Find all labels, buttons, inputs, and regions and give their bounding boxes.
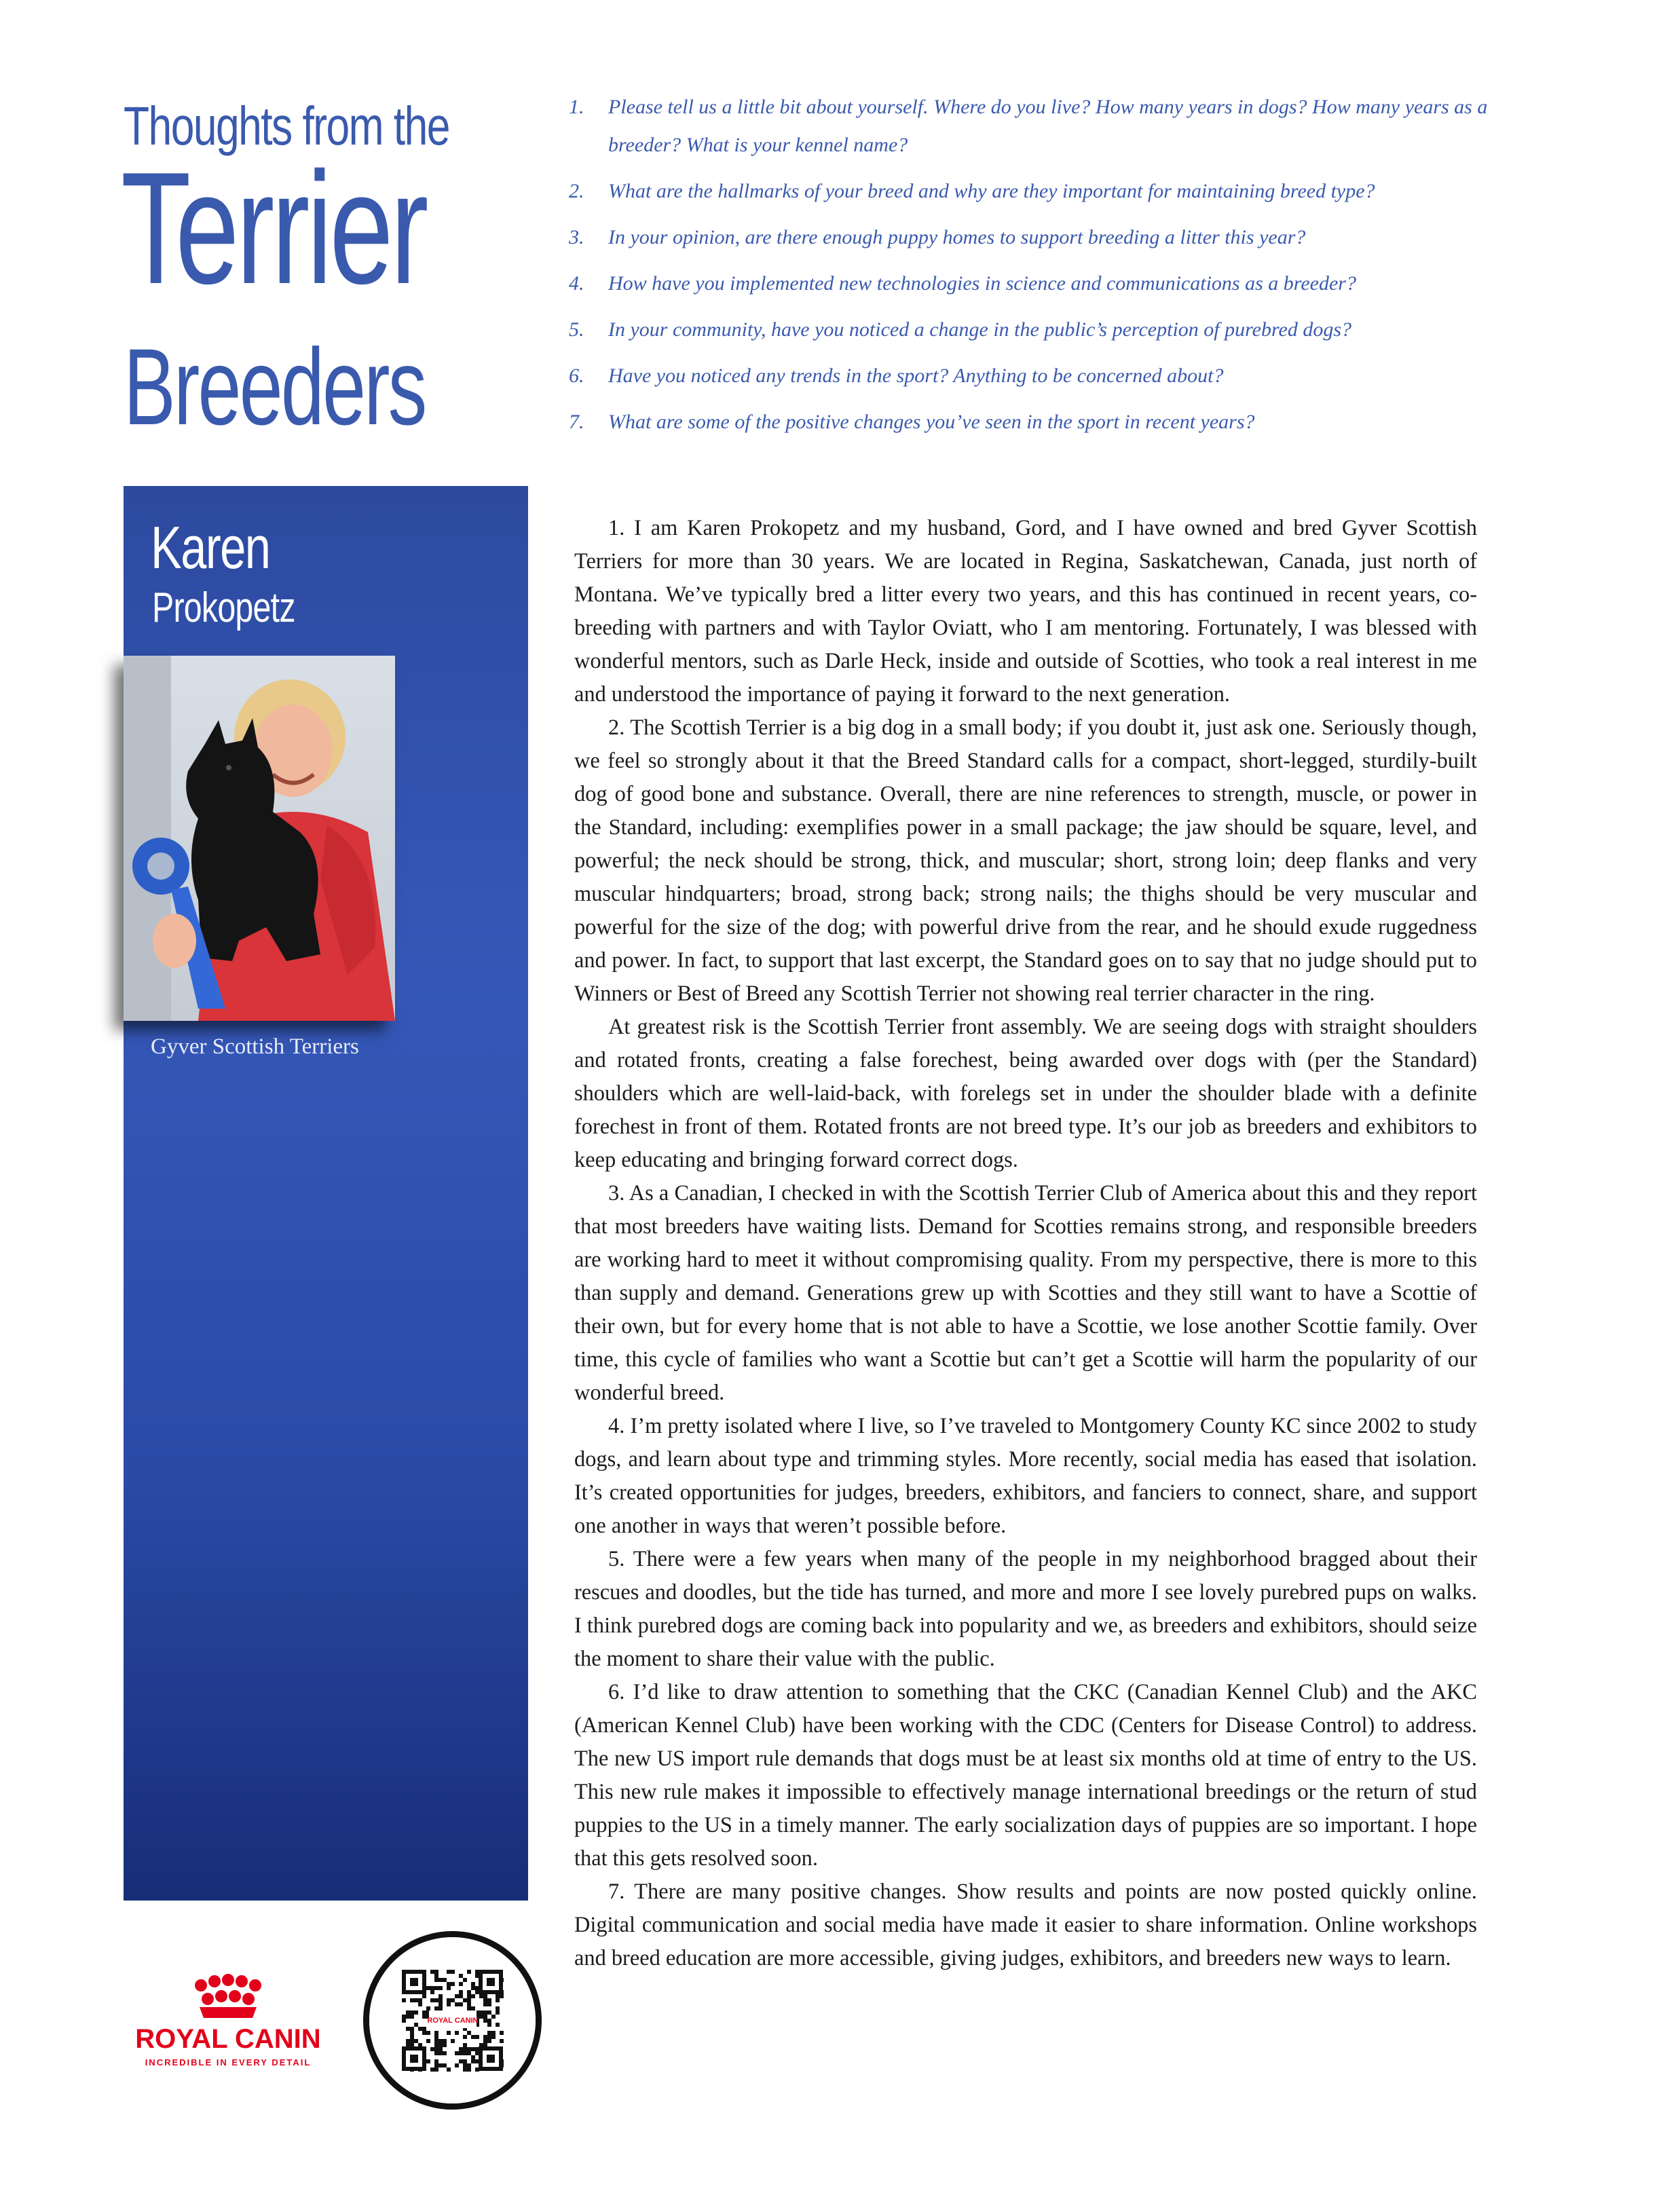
question-list (569, 88, 1506, 441)
breeder-photo (124, 656, 395, 1021)
question-number: 1. (569, 96, 584, 118)
question-text: What are some of the positive changes you’ve seen in the sport in recent years? (608, 411, 1255, 433)
answer-paragraph: 4. I’m pretty isolated where I live, so I’ve traveled to Montgomery County KC since 2002 to study dogs, and learn about type and trimming styles. More recently, social media has eased that isolation. It’s created opportunities for judges, breeders, exhibitors, and fanciers to connect, share, and support one another in ways that weren’t possible before. (574, 1414, 1477, 1538)
title-line-3: Breeders (124, 326, 426, 447)
question-text: How have you implemented new technologies in science and communications as a breeder? (608, 272, 1356, 295)
breeder-sidebar (124, 486, 528, 1901)
question-text: Please tell us a little bit about yourself. Where do you live? How many years in dogs? How many years as a breeder? What is your kennel name? (608, 96, 1488, 156)
breeder-first-name: Karen (151, 514, 270, 581)
question-item (569, 265, 1506, 303)
question-item (569, 403, 1506, 441)
qr-code[interactable] (363, 1931, 542, 2110)
brand-name: ROYAL CANIN (135, 2024, 321, 2054)
answer-paragraph: 6. I’d like to draw attention to something that the CKC (Canadian Kennel Club) and the AKC (American Kennel Club) have been working with the CDC (Centers for Disease Control) to address. The new US import rule demands that dogs must be at least six months old at time of entry to the US. This new rule makes it impossible to effectively manage international breedings or the return of stud puppies to the US in a timely manner. The early socialization days of puppies are so important. I hope that this gets resolved soon. (574, 1680, 1477, 1871)
answer-paragraph: 7. There are many positive changes. Show results and points are now posted quickly online. Digital communication and social media have made it easier to share information. Online workshops and breed education are more accessible, giving judges, exhibitors, and breeders new ways to learn. (574, 1879, 1477, 1970)
qr-code-icon (369, 1937, 536, 2103)
question-text: In your opinion, are there enough puppy homes to support breeding a litter this year? (608, 226, 1306, 248)
question-item (569, 311, 1506, 349)
answer-paragraph: At greatest risk is the Scottish Terrier front assembly. We are seeing dogs with straight shoulders and rotated fronts, creating a false forechest, being awarded over dogs with (per the Standard) shoulders which are well-laid-back, with forelegs set in under the shoulder blade with a definite forechest in front of them. Rotated fronts are not breed type. It’s our job as breeders and exhibitors to keep educating and bringing forward correct dogs. (574, 1015, 1477, 1172)
question-item (569, 172, 1506, 210)
breeder-last-name: Prokopetz (152, 584, 295, 631)
question-item (569, 88, 1506, 164)
article-body (574, 512, 1477, 1975)
question-number: 6. (569, 364, 584, 387)
question-text: In your community, have you noticed a change in the public’s perception of purebred dogs? (608, 318, 1352, 341)
photo-caption: Gyver Scottish Terriers (151, 1034, 359, 1059)
question-text: What are the hallmarks of your breed and why are they important for maintaining breed type? (608, 180, 1375, 202)
question-number: 2. (569, 180, 584, 202)
answer-paragraph: 5. There were a few years when many of the people in my neighborhood bragged about their rescues and doodles, but the tide has turned, and more and more I see lovely purebred pups on walks. I think purebred dogs are coming back into popularity and we, as breeders and exhibitors, should seize the moment to share their value with the public. (574, 1547, 1477, 1671)
answer-paragraph: 2. The Scottish Terrier is a big dog in a small body; if you doubt it, just ask one. Seriously though, we feel so strongly about it that the Breed Standard calls for a compact, short-legged, sturdily-built dog of good bone and substance. Overall, there are nine references to strength, muscle, or power in the Standard, including: exemplifies power in a small package; the jaw should be square, level, and powerful; the neck should be strong, thick, and muscular; short, strong loin; deep flanks and very muscular hindquarters; broad, strong back; strong nails; the thighs should be very muscular and powerful for the size of the dog; with powerful drive from the rear, and he should exude ruggedness and power. In fact, to support that last excerpt, the Standard goes on to say that no judge should put to Winners or Best of Breed any Scottish Terrier not showing real terrier character in the ring. (574, 715, 1477, 1006)
title-line-1: Thoughts from the (124, 96, 449, 156)
question-item (569, 219, 1506, 257)
answer-paragraph: 3. As a Canadian, I checked in with the Scottish Terrier Club of America about this and they report that most breeders have waiting lists. Demand for Scotties remains strong, and responsible breeders are working hard to meet it without compromising quality. From my perspective, there is more to this than supply and demand. Generations grew up with Scotties and they still want to have a Scottie of their own, but for every home that is not able to have a Scottie, we lose another Scottie family. Over time, this cycle of families who want a Scottie but can’t get a Scottie will harm the popularity of our wonderful breed. (574, 1181, 1477, 1405)
title-line-2: Terrier (121, 138, 426, 317)
question-number: 5. (569, 318, 584, 341)
royal-canin-logo (119, 1972, 337, 2074)
crown-icon (195, 1974, 261, 2018)
brand-tagline: INCREDIBLE IN EVERY DETAIL (145, 2057, 312, 2068)
question-number: 7. (569, 411, 584, 433)
question-number: 3. (569, 226, 584, 248)
answer-paragraph: 1. I am Karen Prokopetz and my husband, Gord, and I have owned and bred Gyver Scottish Terriers for more than 30 years. We are located in Regina, Saskatchewan, Canada, just north of Montana. We’ve typically bred a litter every two years, and this has continued in recent years, co-breeding with partners and with Taylor Oviatt, who I am mentoring. Fortunately, I was blessed with wonderful mentors, such as Darle Heck, inside and outside of Scotties, who took a real interest in me and understood the importance of paying it forward to the next generation. (574, 516, 1477, 707)
question-item (569, 357, 1506, 395)
question-text: Have you noticed any trends in the sport? Anything to be concerned about? (608, 364, 1224, 387)
question-number: 4. (569, 272, 584, 295)
qr-brand-label: ROYAL CANIN (427, 2017, 479, 2025)
